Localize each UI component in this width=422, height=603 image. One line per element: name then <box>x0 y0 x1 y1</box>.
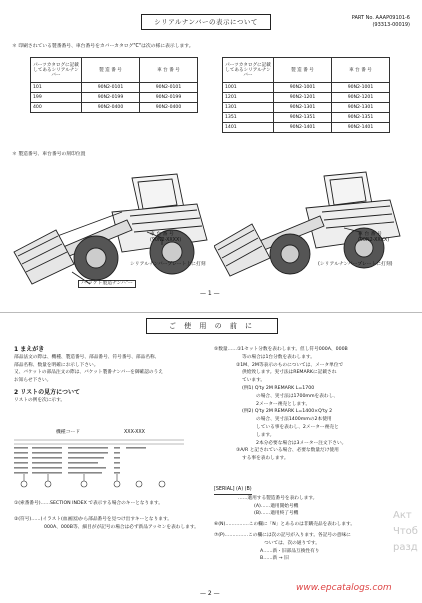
watermark-text <box>393 508 418 556</box>
paragraph-line: 部品名称、数量を明確にお示し下さい。 <box>14 362 99 368</box>
col-header-serial: パーツカタログに記載してあるシリアルナンバー <box>31 58 82 83</box>
cell: 90N2-1401 <box>274 123 332 133</box>
part-number-main: PART No. AAAP09101-6 <box>351 15 410 21</box>
cell: 90N2-1351 <box>274 113 332 123</box>
col-header-serial: パーツカタログに記載してあるシリアルナンバー <box>223 58 274 83</box>
text-line: (例2) Q'ty 2M REMARK L=1400×Q'ty 2 <box>242 409 333 415</box>
page-number-1: — 1 — <box>200 290 220 297</box>
watermark-line: разд <box>393 542 418 553</box>
text-line: ついては、次の通りです。 <box>264 540 320 546</box>
table-row <box>223 123 390 133</box>
cell: 90N2-1351 <box>332 113 390 123</box>
chassis-label-text: 車 台 番 号 <box>150 232 174 237</box>
part-number-sub: (93313-00019) <box>372 22 410 28</box>
text-line: ……適用する製造番号を表わします。 <box>238 495 318 501</box>
table-row <box>31 83 198 93</box>
text-line: ③A/R と記されている場合、必要な数量だけ使用 <box>236 448 339 454</box>
table-row <box>31 93 198 103</box>
cell: 90N2-0400 <box>82 103 140 113</box>
cell: 90N2-0199 <box>140 93 198 103</box>
text-line: (例1) Q'ty 2M REMARK L=1700 <box>242 385 315 391</box>
chassis-label-right <box>358 232 389 244</box>
cell: 1401 <box>223 123 274 133</box>
text-line: の場合、実寸法は1700mmを表わし、 <box>256 393 338 399</box>
wheel-loader-illustration-right <box>214 162 414 277</box>
text-line: (B)……適用終了号機 <box>254 511 299 517</box>
chassis-label-left <box>150 232 181 244</box>
cell: 1351 <box>223 113 274 123</box>
text-line: ⑤数量……①1セット分数を表わします。但し符号000A、000B <box>214 347 348 352</box>
note-serial: ＊ 印刷されている製番番号、車台番号をカバーカタログ"C"は次の様に表示します。 <box>12 44 194 49</box>
table-row <box>223 83 390 93</box>
cell: 90N2-1001 <box>274 83 332 93</box>
serial-table-left <box>30 57 198 113</box>
text-line: している事を表わし、2メーター複売と <box>256 424 339 430</box>
cell: 90N2-1301 <box>332 103 390 113</box>
col-header-chassis-no: 車 台 番 号 <box>140 58 198 83</box>
chassis-code-text: (90N2-XXXX) <box>150 238 182 243</box>
table-row <box>31 103 198 113</box>
chassis-code-text: (90N2-XXXX) <box>358 238 390 243</box>
list-item: ②(符号)……(イラスト(血画図)から部品番号を見つけ出すキーとなります。 <box>14 516 172 522</box>
col-header-mfg-no: 製 造 番 号 <box>82 58 140 83</box>
figure-model-label: 機種コード <box>56 430 80 435</box>
figure-code: XXX-XXX <box>124 430 145 435</box>
list-example-table-graphic <box>14 438 199 490</box>
text-line: ⑥(N)……………この欄に「N」とあるのは非購売品を表わします。 <box>214 522 356 528</box>
heading-how-to-read: 2 リストの見方について <box>14 388 81 396</box>
cell: 90N2-1201 <box>274 93 332 103</box>
text-line: (A)……適用開始号機 <box>254 503 299 509</box>
cell: 90N2-0101 <box>82 83 140 93</box>
page-divider <box>0 312 422 314</box>
cell: 90N2-0199 <box>82 93 140 103</box>
text-line: 等の場合は1台分数を表わします。 <box>242 354 315 360</box>
paragraph-line: お知らせ下さい。 <box>14 378 52 384</box>
cell: 1201 <box>223 93 274 103</box>
cell: 199 <box>31 93 82 103</box>
serial-table-right <box>222 57 390 133</box>
note-stamp-position: ＊ 製造番号、車台番号の刻印位置 <box>12 152 86 157</box>
cell: 90N2-1001 <box>332 83 390 93</box>
page-number-2: — 2 — <box>200 590 220 597</box>
section-title: ご 使 用 の 前 に <box>146 318 278 334</box>
cell: 90N2-1301 <box>274 103 332 113</box>
text-line: の場合、実寸法1400mmの2本使用 <box>256 417 332 423</box>
left-column <box>14 346 199 405</box>
watermark-line: Чтоб <box>393 526 418 537</box>
cell: 400 <box>31 103 82 113</box>
list-item: ①(索番番号)……SECTION INDEX で表示する場合のキーとなります。 <box>14 501 163 506</box>
cell: 90N2-1201 <box>332 93 390 103</box>
paragraph-line: リストの例を次に示す。 <box>14 397 66 403</box>
plate-label-left: シリアルナンバープレート上に打刻 <box>130 262 206 267</box>
text-line: A……新・旧部品互換性有り <box>260 548 320 554</box>
wheel-loader-illustration-left <box>12 160 212 290</box>
list-item: 000A、000B等、細目がが記号の場合は必ず新品アッセンを表わします。 <box>44 524 199 530</box>
cell: 90N2-0101 <box>140 83 198 93</box>
list-example-figure <box>14 430 199 490</box>
cell: 90N2-0400 <box>140 103 198 113</box>
cell: 90N2-1401 <box>332 123 390 133</box>
serial-explanation <box>214 486 414 563</box>
cell: 101 <box>31 83 82 93</box>
text-line: 2メーター複売とします。 <box>256 401 311 407</box>
bucket-serial-label: ハ"ッケト製造ナンハ"ー <box>78 280 136 288</box>
right-column <box>214 346 414 463</box>
table-row <box>223 93 390 103</box>
chassis-label-text: 車 台 番 号 <box>358 232 382 237</box>
page-header-title: シリアルナンバーの表示について <box>141 14 271 30</box>
plate-label-right: (シリアルナンバープレートに打刻) <box>318 262 393 267</box>
col-header-mfg-no: 製 造 番 号 <box>274 58 332 83</box>
text-line: ています。 <box>242 378 266 384</box>
table-header-row <box>31 58 198 83</box>
heading-preface: 1 まえがき <box>14 346 45 353</box>
watermark-url: www.epcatalogs.com <box>296 583 392 593</box>
paragraph-line: 又、バケットの部品注文の際は、バケット製番ナンバーを御確認のうえ <box>14 370 163 376</box>
text-line: する事を表わします。 <box>242 456 289 462</box>
watermark-line: Акт <box>393 510 412 521</box>
cell: 1301 <box>223 103 274 113</box>
table-row <box>223 113 390 123</box>
cell: 1001 <box>223 83 274 93</box>
table-row <box>223 103 390 113</box>
table-header-row <box>223 58 390 83</box>
text-line: 2本分必要な場合は3メーター注文下さい。 <box>256 440 347 446</box>
col-header-chassis-no: 車 台 番 号 <box>332 58 390 83</box>
part-number <box>352 15 410 29</box>
text-line: 供給致します。実寸法はREMARKに記載され <box>242 370 337 376</box>
left-column-items <box>14 500 204 531</box>
paragraph-line: 部品法文の際は、機種、製造番号、部品番号、符号番号、部品名称、 <box>14 354 160 360</box>
text-line: B……新 → 旧 <box>260 556 289 562</box>
text-line: ②1M、2M等表示のものについては、メータ単位で <box>236 362 344 368</box>
serial-label: [SERIAL] (A) (B) <box>214 486 252 495</box>
text-line: します。 <box>256 432 275 438</box>
text-line: ⑦(P)……………この欄には次の記号が入ります。各記号の意味に <box>214 532 351 538</box>
